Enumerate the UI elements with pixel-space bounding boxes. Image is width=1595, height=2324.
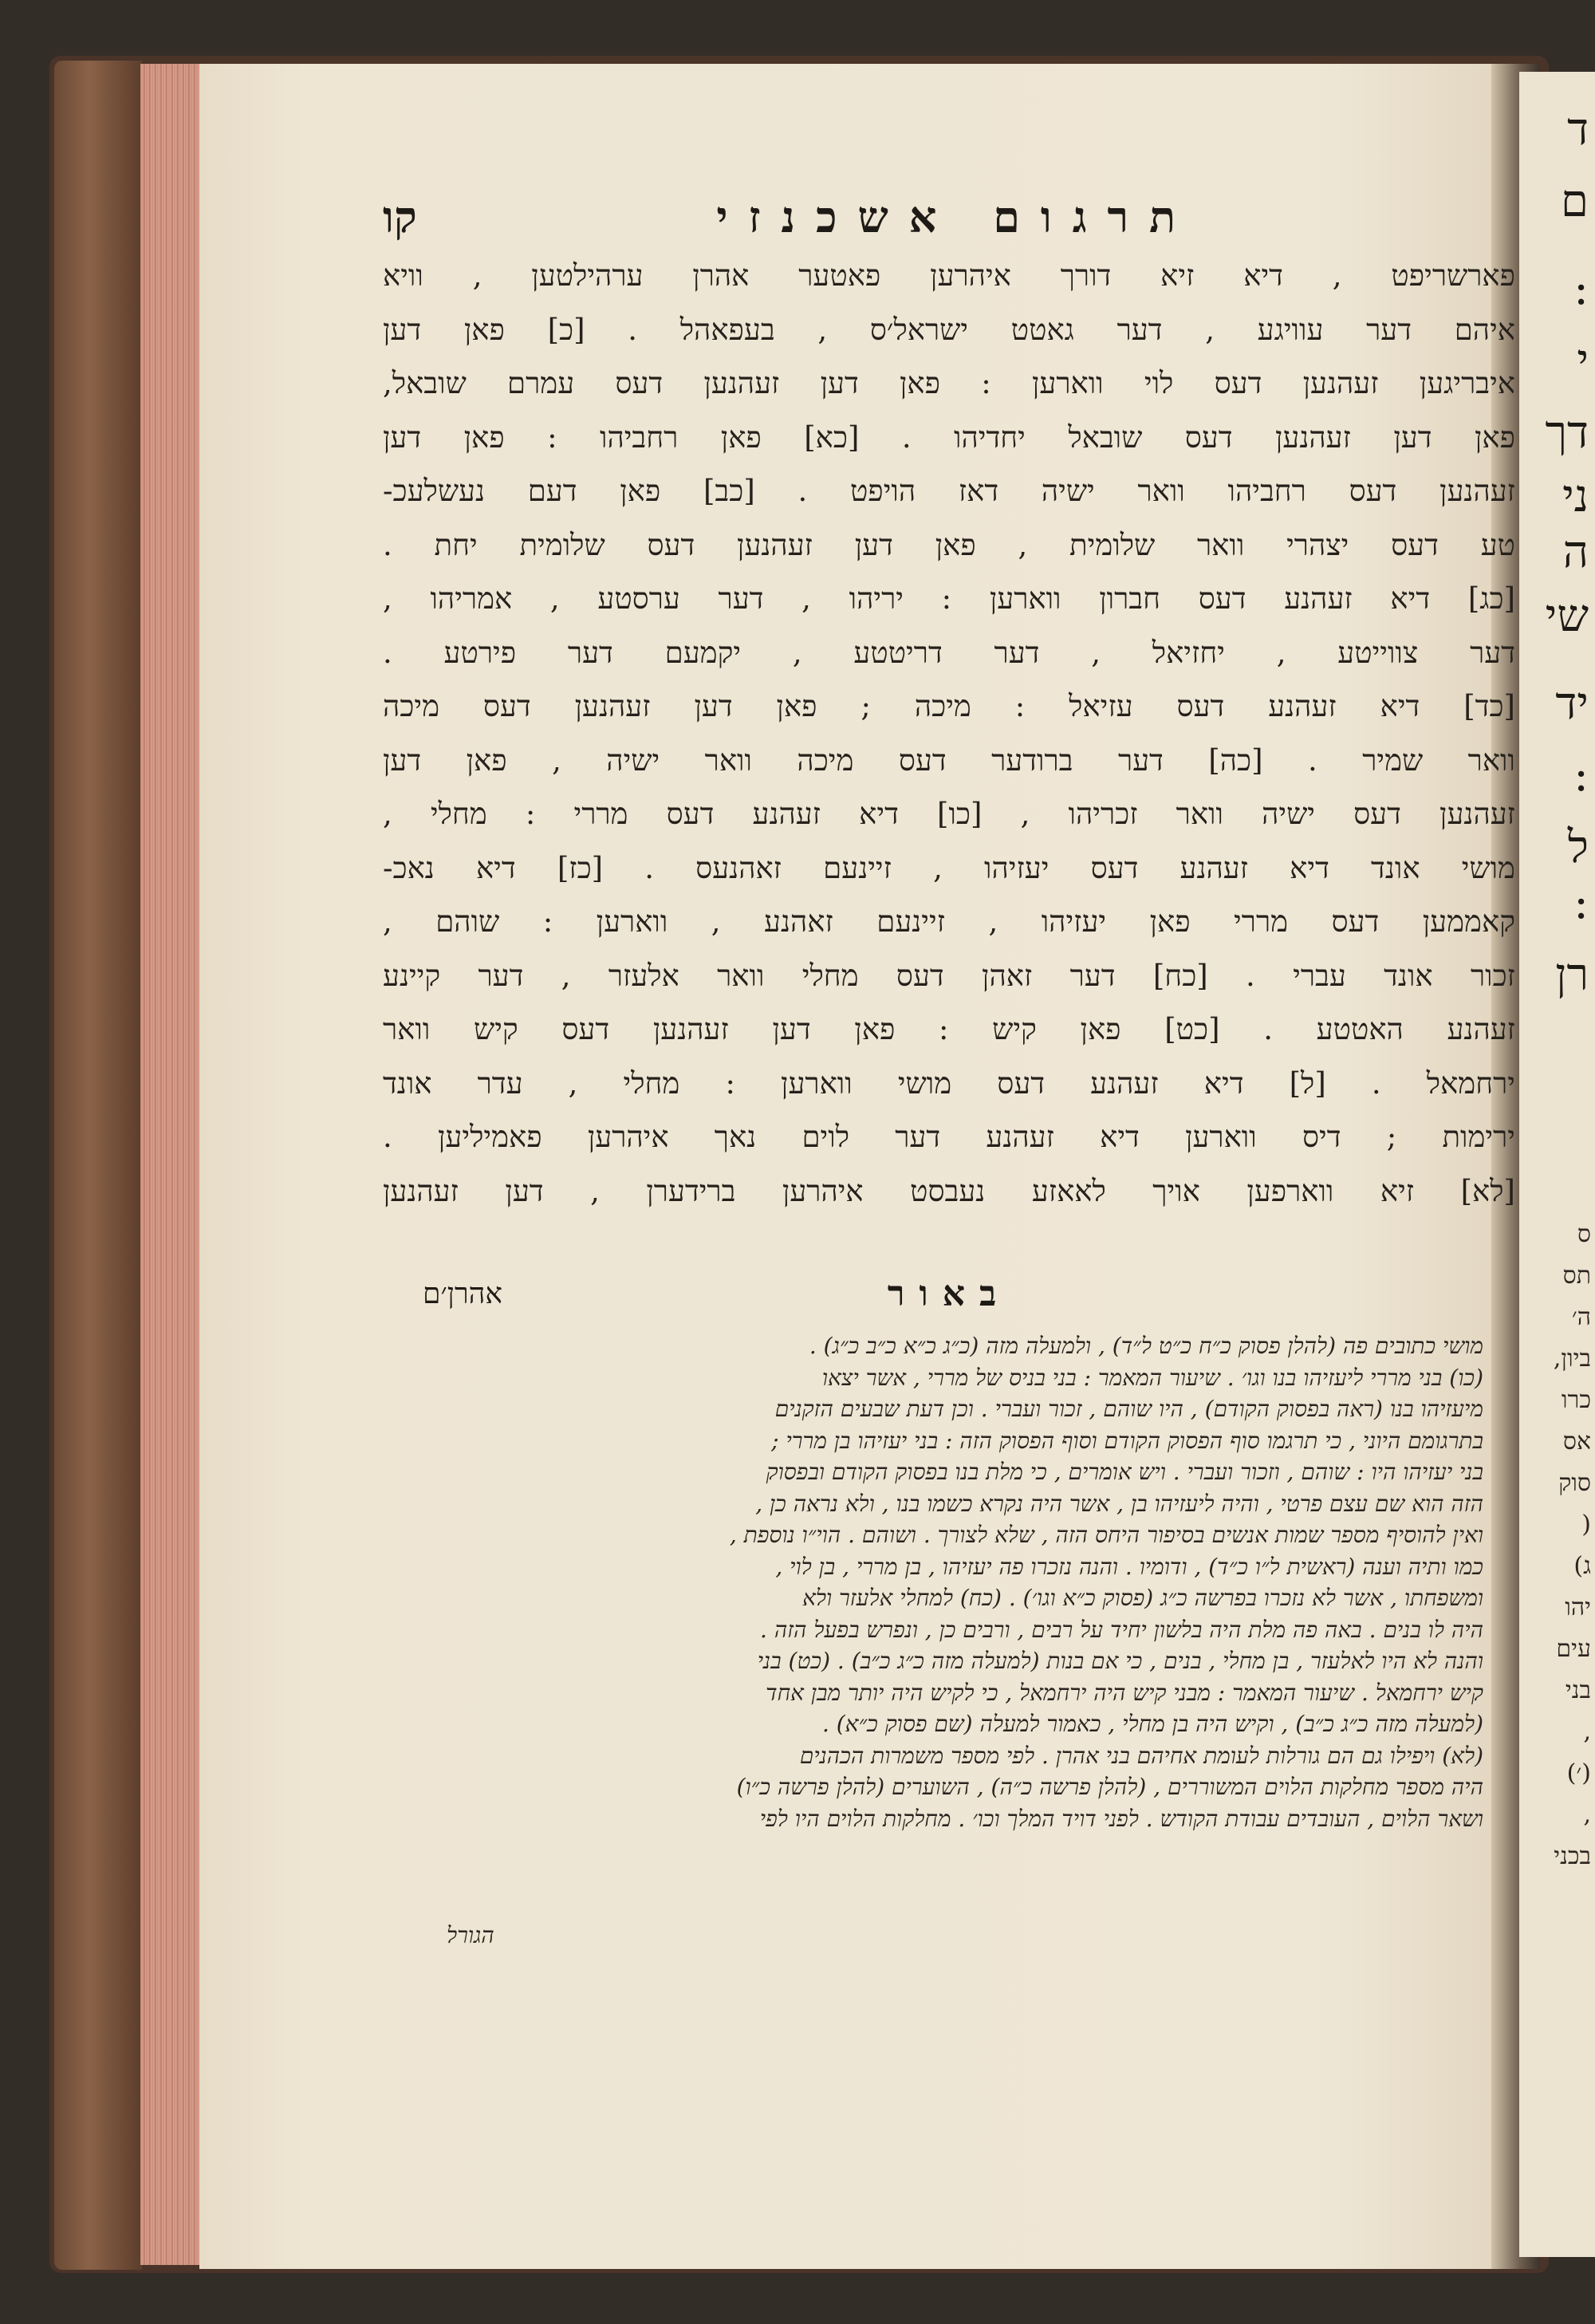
commentary-line: היה מספר מחלקות הלוים המשוררים , (להלן פרשה כ״ה) , השוערים (להלן פרשה כ״ו)	[736, 1774, 1483, 1800]
fragment-text: יד	[1555, 678, 1589, 730]
fragment-text: עים	[1556, 1635, 1591, 1663]
page-number: קו	[383, 191, 417, 242]
right-page-fragment	[1519, 72, 1595, 2257]
translation-text	[383, 249, 1515, 1218]
fragment-text: ד	[1567, 104, 1589, 156]
commentary-line: הזה הוא שם עצם פרטי , והיה ליעזיהו בן , אשר היה נקרא כשמו בנו , ולא נראה כן ,	[755, 1490, 1483, 1517]
text-line: מושי אונד דיא זעהנע דעס יעזיהו , זיינעם זאהנעס . [כז] דיא נאכ-	[383, 850, 1515, 885]
commentary-text	[383, 1330, 1483, 1834]
commentary-line: קיש ירחמאל . שיעור המאמר : מבני קיש היה ירחמאל , כי לקיש היה יותר מבן אחד	[766, 1679, 1483, 1706]
fragment-text: ג)	[1573, 1552, 1591, 1580]
fragment-text: שי	[1545, 590, 1589, 642]
commentary-line: מיעזיהו בנו (ראה בפסוק הקודם) , היו שוהם , זכור ועברי . וכן דעת שבעים הזקנים	[774, 1396, 1483, 1422]
text-line: [לא] זיא ווארפען אויך לאאזע נעבסט איהרען ברידערן , דען זעהנען	[383, 1173, 1515, 1208]
fragment-text: ם	[1561, 175, 1589, 227]
commentary-line: מושי כתובים פה (להלן פסוק כ״ח כ״ט ל״ד) , ולמעלה מזה (כ״ג כ״א כ״ב כ״ג) .	[809, 1333, 1483, 1359]
text-line: זעהנע האטטע . [כט] פאן קיש : פאן דען זעהנען דעס קיש וואר	[383, 1012, 1515, 1046]
text-line: ירחמאל . [ל] דיא זעהנע דעס מושי ווארען : מחלי , עדר אונד	[383, 1065, 1515, 1101]
commentary-line: היה לו בנים . באה פה מלת היה בלשון יחיד על רבים , ורבים כן , ונפרש בפעל הזה .	[760, 1616, 1483, 1643]
fragment-text: אס	[1562, 1428, 1591, 1455]
leather-binding	[54, 61, 142, 2270]
commentary-line: בני יעזיהו היו : שוהם , וזכור ועברי . ויש אומרים , כי מלת בנו בפסוק הקודם ובפסוק	[766, 1459, 1483, 1485]
running-title: תרגום אשכנזי	[716, 191, 1196, 242]
commentary-heading	[383, 1274, 1515, 1322]
commentary-line: (כו) בני מררי ליעזיהו בנו וגו׳ . שיעור המאמר : בני בניס של מררי , אשר יצאו	[821, 1364, 1483, 1391]
page-edges	[140, 64, 204, 2265]
fragment-text: :	[1573, 750, 1589, 802]
fragment-text: ה	[1562, 526, 1589, 578]
fragment-text: י	[1577, 335, 1589, 387]
text-line: [כג] דיא זעהנע דעס חברון ווארען : יריהו , דער ערסטע , אמריהו ,	[383, 581, 1515, 616]
commentary-line: והנה לא היו לאלעזר , בן מחלי , בנים , כי אם בנות (למעלה מזה כ״ג כ״ב) . (כט) בני	[757, 1648, 1483, 1674]
fragment-text: ני	[1562, 471, 1589, 522]
commentary-line: ושאר הלוים , העובדים עבודת הקודש . לפני דויד המלך וכו׳ . מחלקות הלוים היו לפי	[759, 1805, 1483, 1832]
text-line: זעהנען דעס רחביהו וואר ישיה דאז הויפט . [כב] פאן דעם נעשלעכ-	[383, 474, 1515, 508]
commentary-line: כמו ותיה וענה (ראשית ל״ו כ״ד) , ודומיו . והנה נזכרו פה יעזיהו , בן מררי , בן לוי ,	[775, 1553, 1483, 1580]
fragment-text: בני	[1565, 1676, 1591, 1704]
fragment-text: ה׳	[1571, 1303, 1591, 1331]
fragment-text: (	[1581, 1511, 1591, 1538]
fragment-text: ,	[1583, 1801, 1591, 1829]
text-line: ירימות ; דיס ווארען דיא זעהנע דער לוים נאך איהרען פאמיליען .	[383, 1120, 1515, 1154]
commentary-line: (לא) ויפילו גם הם גורלות לעומת אחיהם בני אהרן . לפי מספר משמרות הכהנים	[799, 1742, 1483, 1769]
text-line: איהם דער עוויגע , דער גאטט ישראל׳ס , בעפאהל . [כ] פאן דען	[383, 312, 1515, 347]
fragment-text: דך	[1545, 407, 1589, 459]
fragment-text: יהו	[1565, 1593, 1591, 1621]
fragment-text: :	[1573, 263, 1589, 315]
commentary-line: (למעלה מזה כ״ג כ״ב) , וקיש היה בן מחלי , כאמור למעלה (שם פסוק כ״א) .	[821, 1711, 1483, 1737]
fragment-text: רן	[1555, 949, 1589, 1001]
text-line: זכור אונד עברי . [כח] דער זאהן דעס מחלי וואר אלעזר , דער קיינע	[383, 958, 1515, 993]
text-line: דער צווייטע , יחזיאל , דער דריטטע , יקמעם דער פירטע .	[383, 635, 1515, 670]
commentary-line: ומשפחתו , אשר לא נזכרו בפרשה כ״ג (פסוק כ״א וגו׳) . (כח) למחלי אלעזר ולא	[802, 1585, 1483, 1611]
commentary-catchword: הגורל	[447, 1922, 494, 1948]
text-line: זעהנען דעס ישיה וואר זכריהו , [כו] דיא זעהנע דעס מררי : מחלי ,	[383, 797, 1515, 831]
text-line: פארשריפט , דיא זיא דורך איהרען פאטער אהרן ערהילטען , וויא	[383, 258, 1515, 293]
fragment-text: סוק	[1558, 1469, 1591, 1497]
text-line: קאממען דעס מררי פאן יעזיהו , זיינעם זאהנע , ווארען : שוהם ,	[383, 904, 1515, 939]
fragment-text: תס	[1562, 1262, 1591, 1290]
text-line: איבריגען זעהנען דעס לוי ווארען : פאן דען זעהנען דעס עמרם שובאל,	[383, 366, 1515, 400]
fragment-text: בכני	[1554, 1842, 1591, 1870]
text-line: וואר שמיר . [כה] דער ברודער דעס מיכה וואר ישיה , פאן דען	[383, 742, 1515, 778]
text-line: [כד] דיא זעהנע דעס עזיאל : מיכה ; פאן דען זעהנען דעס מיכה	[383, 689, 1515, 723]
fragment-text: ל	[1567, 821, 1589, 873]
fragment-text: ,	[1583, 1718, 1591, 1746]
fragment-text: :	[1573, 877, 1589, 929]
main-text-catchword: אהרן׳ם	[423, 1278, 502, 1310]
commentary-line: ואין להוסיף מספר שמות אנשים בסיפור היחס הזה , שלא לצורך . ושוהם . הוי״ו נוספת ,	[729, 1522, 1483, 1548]
commentary-line: בתרגומם היוני , כי תרגמו סוף הפסוק הקודם וסוף הפסוק הזה : בני יעזיהו בן מררי ;	[771, 1427, 1483, 1454]
fragment-text: ביון,	[1553, 1345, 1591, 1373]
running-head	[383, 185, 1196, 249]
text-line: פאן דען זעהנען דעס שובאל יחדיהו . [כא] פאן רחביהו : פאן דען	[383, 420, 1515, 455]
fragment-text: ס	[1577, 1220, 1591, 1248]
text-line: טע דעס יצהרי וואר שלומית , פאן דען זעהנען דעס שלומית יחת .	[383, 527, 1515, 562]
fragment-text: כרו	[1561, 1386, 1591, 1414]
fragment-text: (׳)	[1566, 1759, 1591, 1787]
commentary-title: באור	[887, 1274, 1011, 1314]
